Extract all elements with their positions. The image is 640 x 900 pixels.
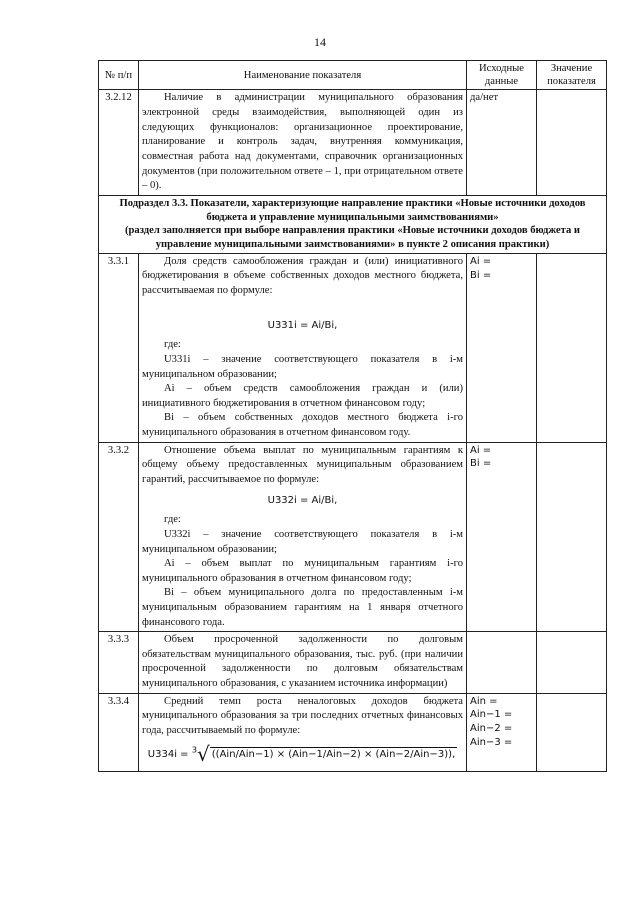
table-header-row [99,61,607,90]
header-number: № п/п [99,61,139,90]
page-number: 14 [314,35,326,49]
header-indicator-name: Наименование показателя [139,61,467,90]
row-number: 3.3.1 [99,253,139,442]
source-data-cell [467,693,537,772]
value-cell [537,442,607,632]
indicator-description [139,442,467,632]
indicator-description [139,693,467,772]
table-row [99,442,607,632]
section-header-row [99,195,607,253]
header-source-data: Исходные данные [467,61,537,90]
header-indicator-value: Значение показателя [537,61,607,90]
formula-body: ((Ain/Ain−1) × (Ain−1/Ain−2) × (Ain−2/Ain−3)), [211,749,456,761]
root-index: 3 [191,745,198,756]
definition-u: U331i – значение соответствующего показателя в i-м муниципальном образовании; [142,354,463,380]
formula: U331i = Ai/Bi, [267,319,338,331]
value-cell [537,632,607,693]
indicators-table [98,60,607,772]
definition-b: Bi – объем муниципального долга по предоставленным i-м муниципальным образованием гарантиям на 1 января отчетного финансового года. [142,587,463,628]
section-heading [99,195,607,253]
indicator-description [139,253,467,442]
table-row [99,253,607,442]
table-row [99,632,607,693]
row-number: 3.3.3 [99,632,139,693]
table-row [99,693,607,772]
indicator-description: Наличие в администрации муниципального образования электронной среды взаимодействия, выполняющей один из следующих функционалов: организационное проектирование, планирование и контроль задач, внутренняя коммуникация, совместная работа над документами, справочник организационных документов (при положительном ответе – 1, при отрицательном ответе – 0). [139,90,467,195]
definition-a: Ai – объем выплат по муниципальным гарантиям i-го муниципального образования в отчетном финансовом году; [142,558,463,584]
indicator-text: Доля средств самообложения граждан и (или) инициативного бюджетирования в объеме собственных доходов местного бюджета, рассчитываемая по формуле: [142,255,463,297]
indicator-text: Средний темп роста неналоговых доходов бюджета муниципального образования за три последних отчетных финансовых года, рассчитываемый по формуле: [142,695,463,736]
source-ain-2: Ain−2 = [470,723,513,735]
row-number: 3.3.4 [99,693,139,772]
row-number: 3.3.2 [99,442,139,632]
definition-u: U332i – значение соответствующего показателя в i-м муниципальном образовании; [142,528,463,555]
source-data-cell [467,442,537,632]
value-cell [537,90,607,195]
source-a: Ai = [470,444,492,456]
table-row [99,90,607,195]
row-number: 3.2.12 [99,90,139,195]
section-title: Подраздел 3.3. Показатели, характеризующие направление практики «Новые источники доходов бюджета и управление муниципальными заимствованиями» [119,197,586,223]
section-note: (раздел заполняется при выборе направления практики «Новые источники доходов бюджета и управление муниципальными заимствованиями» в пункте 2 описания практики) [124,225,581,251]
formula [142,742,463,767]
source-data-cell [467,253,537,442]
source-b: Bi = [470,269,492,281]
source-data-cell: да/нет [467,90,537,195]
indicator-text: Отношение объема выплат по муниципальным гарантиям к общему объему предоставленных муниципальным образованием гарантий, рассчитываемое по формуле: [142,444,463,485]
source-ain-1: Ain−1 = [470,709,513,721]
radical-sign: √ [197,742,210,767]
value-cell [537,253,607,442]
source-b: Bi = [470,458,492,470]
indicator-description: Объем просроченной задолженности по долговым обязательствам муниципального образования, тыс. руб. (при наличии просроченной задолженности по долговым обязательствам муниципального образования, с указанием источника информации) [139,632,467,693]
definition-a: Ai – объем средств самообложения граждан и (или) инициативного бюджетирования в отчетном финансовом году; [142,383,463,409]
source-ain-3: Ain−3 = [470,737,513,749]
source-a: Ai = [470,255,492,267]
definition-b: Bi – объем собственных доходов местного бюджета i-го муниципального образования в отчетном финансовом году. [142,412,463,439]
source-ain: Ain = [470,695,498,707]
source-data-cell [467,632,537,693]
formula: U332i = Ai/Bi, [267,494,338,506]
formula-lhs: U334i = [147,749,189,761]
formula-where: где: [164,514,181,526]
formula-where: где: [164,339,181,351]
value-cell [537,693,607,772]
